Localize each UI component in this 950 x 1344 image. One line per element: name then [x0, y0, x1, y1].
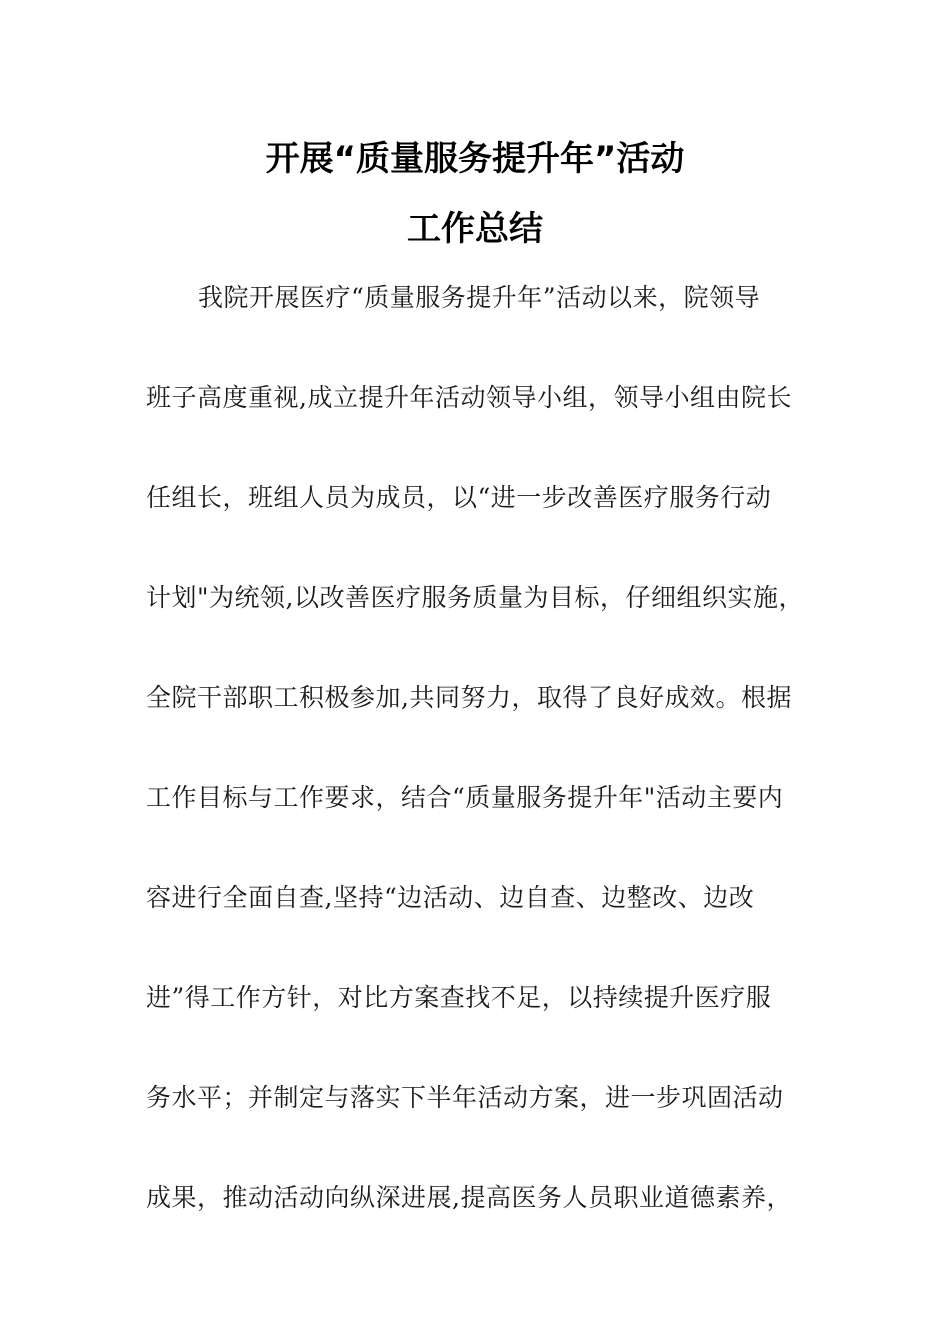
title-line-1: 开展“质量服务提升年”活动 [265, 139, 685, 179]
paragraph-line: 进”得工作方针，对比方案查找不足，以持续提升医疗服 [146, 983, 772, 1012]
paragraph-line: 务水平；并制定与落实下半年活动方案，进一步巩固活动 [146, 1083, 784, 1112]
paragraph-line: 全院干部职工积极参加,共同努力，取得了良好成效。根据 [146, 683, 792, 712]
paragraph-line: 我院开展医疗“质量服务提升年”活动以来，院领导 [198, 283, 761, 312]
paragraph-line: 计划"为统领,以改善医疗服务质量为目标，仔细组织实施， [146, 583, 804, 612]
paragraph-line: 班子高度重视,成立提升年活动领导小组，领导小组由院长 [146, 383, 792, 412]
paragraph-line: 任组长，班组人员为成员，以“进一步改善医疗服务行动 [146, 483, 772, 512]
paragraph-line: 工作目标与工作要求，结合“质量服务提升年"活动主要内 [146, 783, 784, 812]
title-line-2: 工作总结 [407, 209, 543, 249]
document-title [0, 138, 950, 250]
body-paragraph [146, 280, 806, 1280]
paragraph-line: 容进行全面自查,坚持“边活动、边自查、边整改、边改 [146, 883, 755, 912]
paragraph-line: 成果，推动活动向纵深进展,提高医务人员职业道德素养， [146, 1183, 792, 1212]
